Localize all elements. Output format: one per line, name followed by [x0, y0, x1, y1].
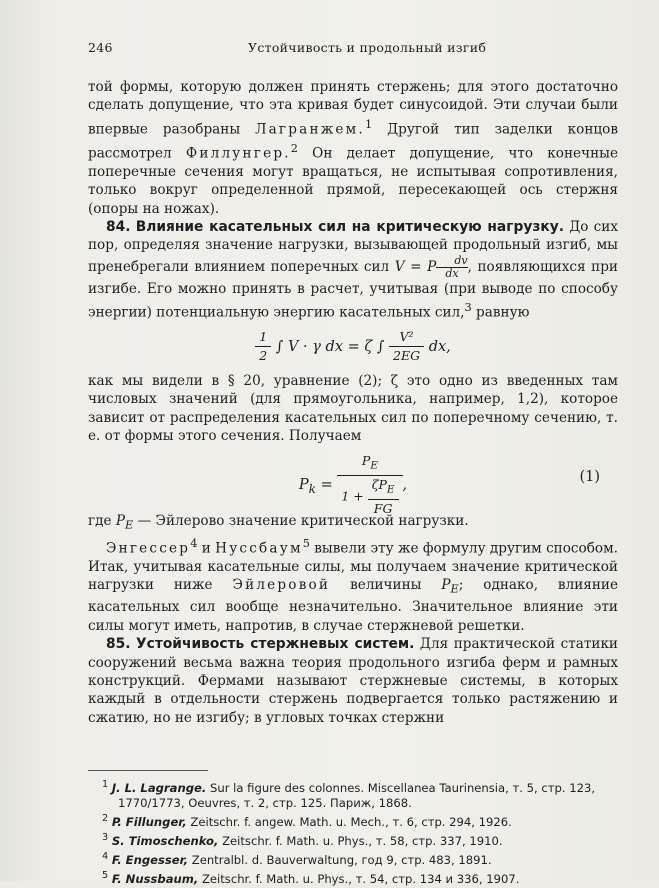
footnotes: [88, 770, 618, 888]
footnote-ref: 4: [190, 535, 198, 550]
text-run: — Эйлерово значение критической нагрузки.: [137, 512, 469, 529]
footnote-author: F. Nussbaum,: [111, 872, 199, 887]
fraction: [255, 328, 271, 366]
formula-subscript: E: [370, 459, 378, 472]
formula-subscript: k: [308, 481, 316, 496]
formula-subscript: E: [386, 483, 395, 496]
fraction-denominator: FG: [373, 500, 393, 516]
formula-inline: P: [115, 512, 126, 529]
author-name: Энгессер: [106, 540, 191, 557]
paragraph-3: как мы видели в § 20, уравнение (2); ζ это одно из введенных там числовых значений (для прямоугольника, например, 1,2), которое зависит от распределения касательных сил по поперечному сечению, т. е. от формы этого сечения. Получаем: [88, 373, 618, 445]
text-run: и: [201, 540, 211, 557]
formula-energy: [88, 328, 618, 366]
main-text: [88, 78, 618, 727]
formula-part: =: [320, 476, 333, 493]
footnote: [88, 830, 618, 849]
text-run: Для практической статики сооружений весьма важна теория продольного изгиба ферм и рамных конструкций. Фермами называют стержневые системы, в которых каждый в отдельности стержень подвергается только растяжению и сжатию, но не изгибу; в угловых точках стержни: [88, 636, 618, 726]
equation-number: (1): [579, 468, 600, 485]
text-run: где: [88, 512, 112, 529]
footnote-ref: 3: [464, 300, 472, 315]
section-title: Устойчивость стержневых систем.: [136, 636, 415, 653]
author-name: Эйлеровой: [232, 577, 331, 594]
formula-part: ,: [402, 476, 408, 493]
paragraph-5: [88, 534, 618, 635]
footnote: [88, 868, 618, 887]
running-title: Устойчивость и продольный изгиб: [248, 40, 487, 55]
author-name: Нуссбаум: [215, 540, 303, 557]
fraction-numerator: [337, 452, 402, 476]
footnote: [88, 777, 618, 811]
formula-part: P: [298, 476, 309, 493]
footnote-mark: 4: [102, 851, 109, 863]
footnote-mark: 3: [102, 832, 109, 844]
footnote-text: Zeitschr. f. Math. u. Phys., т. 54, стр. 134 и 336, 1907.: [201, 872, 520, 887]
fraction: [368, 476, 399, 518]
formula-part: ζP: [371, 476, 387, 492]
formula-subscript: E: [450, 581, 459, 596]
section-number: 84.: [106, 218, 131, 235]
formula-part: ∫ V · γ dx = ζ ∫: [275, 338, 385, 355]
formula-part: P: [361, 452, 371, 468]
footnote-mark: 2: [102, 813, 109, 825]
fraction-denominator: 2EG: [393, 348, 421, 364]
fraction-numerator: [368, 476, 399, 500]
footnote-text: Sur la figure des colonnes. Miscellanea Taurinensia, т. 5, стр. 123, 1770/1773, Oeuvres, т. 2, стр. 125. Париж, 1868.: [118, 780, 596, 811]
author-name: Филлунгер.: [185, 145, 291, 162]
formula-part: 1 +: [341, 488, 364, 504]
footnote-divider: [88, 770, 208, 771]
paragraph-2: [88, 218, 618, 322]
text-run: До сих пор, определяя значение нагрузки, вызывающей продольный изгиб, мы пренебрегали влиянием поперечных сил: [88, 218, 619, 275]
inline-fraction: [436, 255, 467, 280]
footnote: [88, 849, 618, 868]
footnote-author: S. Timoschenko,: [111, 834, 219, 849]
paragraph-1: [88, 78, 618, 218]
author-name: Лагранжем.: [255, 121, 365, 138]
formula-part: dx,: [428, 338, 451, 355]
text-run: той формы, которую должен принять стержень; для этого достаточно сделать допущение, что эта кривая будет синусоидой. Эти случаи были впервые разобраны: [88, 79, 618, 138]
footnote-text: Zeitschr. f. angew. Math. u. Mech., т. 6, стр. 294, 1926.: [190, 815, 512, 830]
fraction-denominator: [337, 476, 402, 518]
fraction-denominator: 2: [259, 348, 268, 364]
fraction-numerator: dv: [436, 255, 467, 268]
text-run: равную: [476, 304, 530, 321]
fraction-numerator: 1: [255, 328, 271, 347]
text-run: Другой тип заделки концов рассмотрел: [88, 121, 618, 162]
fraction: [337, 452, 402, 518]
formula-subscript: E: [125, 517, 134, 532]
footnote-mark: 1: [102, 779, 109, 790]
fraction-denominator: dx: [445, 266, 459, 280]
text-run: вывели эту же формулу другим способом. Итак, учитывая касательные силы, мы получаем значение критической нагрузки ниже: [88, 540, 618, 594]
footnote-author: F. Engesser,: [111, 853, 189, 868]
text-run: Он делает допущение, что конечные поперечные сечения могут вращаться, не испытывая сопротивления, только вокруг определенной прямой, пересекающей ось стержня (опоры на ножах).: [88, 145, 618, 217]
formula-inline: V = P: [394, 258, 437, 275]
text-run: величины: [350, 577, 422, 594]
footnote-ref: 5: [302, 535, 310, 550]
footnote: [88, 811, 618, 830]
page-number: 246: [88, 40, 113, 55]
text-run: , появляющихся при изгибе. Его можно принять в расчет, учитывая (при выводе по способу энергии) потенциальную энергию касательных сил,: [88, 258, 618, 321]
footnote-ref: 1: [364, 116, 373, 131]
text-run: ; однако, влияние касательных сил вообще незначительно. Значительное влияние эти силы могут иметь, напротив, в случае стержневой решетки.: [88, 577, 619, 634]
paragraph-6: [88, 635, 618, 727]
fraction: [389, 328, 424, 366]
footnote-mark: 5: [102, 870, 109, 882]
footnote-ref: 2: [290, 140, 298, 155]
footnote-author: P. Fillunger,: [111, 815, 187, 830]
formula-inline: P: [441, 577, 451, 594]
section-number: 85.: [106, 636, 131, 653]
fraction-numerator: V²: [389, 328, 424, 347]
footnote-text: Zentralbl. d. Bauverwaltung, год 9, стр. 483, 1891.: [191, 853, 492, 868]
footnote-text: Zeitschr. f. Math. u. Phys., т. 58, стр. 337, 1910.: [222, 834, 503, 849]
section-title: Влияние касательных сил на критическую нагрузку.: [135, 218, 564, 235]
footnote-author: J. L. Lagrange.: [111, 780, 207, 795]
formula-critical-load: [88, 452, 618, 516]
